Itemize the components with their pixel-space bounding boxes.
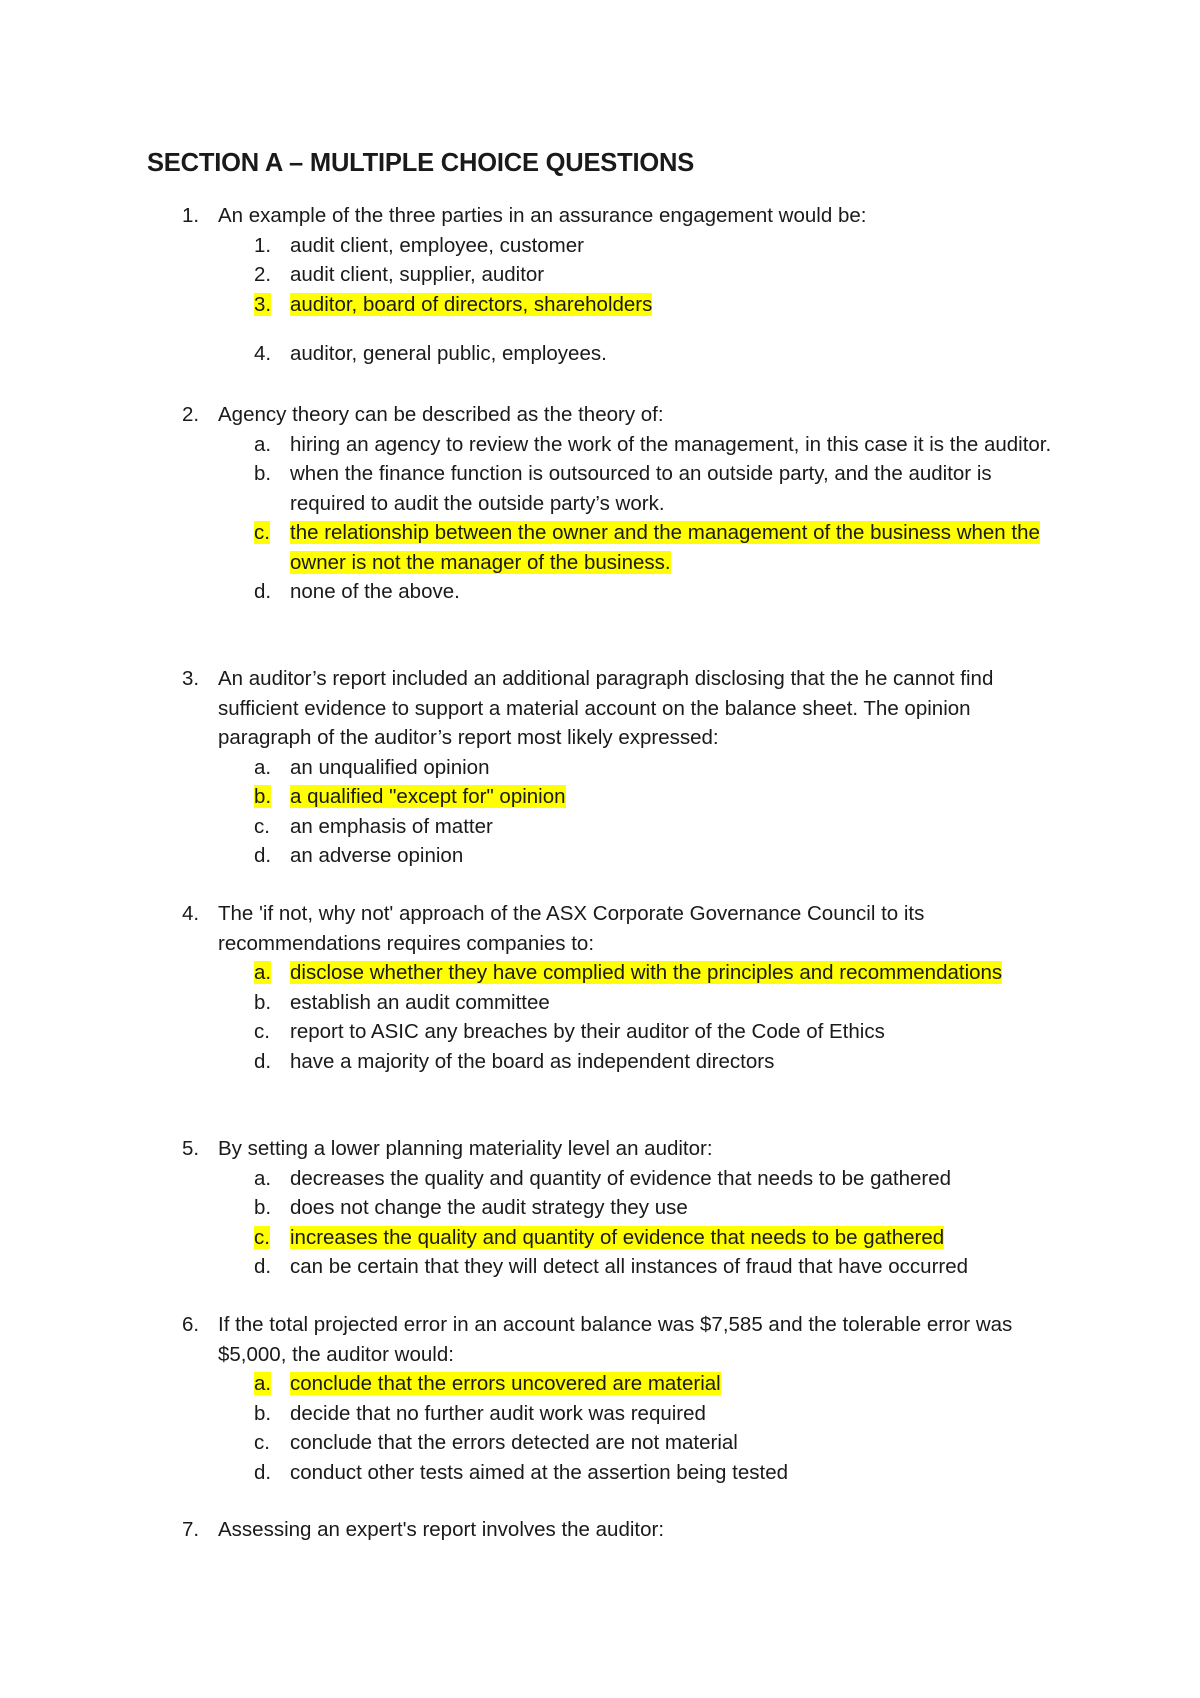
option-marker: a. [254, 1372, 272, 1395]
option-marker: d. [254, 580, 272, 603]
question-5 [182, 1134, 1062, 1282]
answer-option-highlighted [254, 290, 1062, 320]
answer-option [254, 841, 1062, 871]
answer-option-highlighted [254, 518, 1062, 577]
answer-option [254, 1458, 1062, 1488]
option-text: have a majority of the board as independent directors [290, 1049, 775, 1073]
question-6 [182, 1310, 1062, 1487]
answer-option [254, 231, 1062, 261]
option-text: an unqualified opinion [290, 755, 490, 779]
option-text: increases the quality and quantity of evidence that needs to be gathered [290, 1225, 945, 1249]
question-1 [182, 201, 1062, 369]
option-text: conclude that the errors detected are not material [290, 1431, 738, 1454]
answer-options [182, 958, 1062, 1076]
question-3 [182, 664, 1062, 871]
question-number: 4. [182, 902, 200, 925]
answer-option [254, 1428, 1062, 1458]
question-text: An example of the three parties in an assurance engagement would be: [218, 204, 867, 227]
option-marker: b. [254, 990, 272, 1014]
option-marker: b. [254, 462, 272, 485]
answer-option-highlighted [254, 1223, 1062, 1253]
question-text: The 'if not, why not' approach of the ASX Corporate Governance Council to its recommendations requires companies to: [218, 902, 925, 955]
option-marker: b. [254, 1401, 272, 1425]
option-text: a qualified "except for" opinion [290, 785, 566, 808]
option-text: decreases the quality and quantity of evidence that needs to be gathered [290, 1166, 952, 1190]
question-2 [182, 400, 1062, 607]
answer-options [182, 1369, 1062, 1487]
option-marker: a. [254, 961, 272, 984]
answer-options [182, 430, 1062, 607]
option-text: can be certain that they will detect all instances of fraud that have occurred [290, 1255, 969, 1278]
answer-option [254, 812, 1062, 842]
option-text: report to ASIC any breaches by their auditor of the Code of Ethics [290, 1020, 885, 1043]
question-text: By setting a lower planning materiality level an auditor: [218, 1137, 713, 1160]
answer-options [182, 1164, 1062, 1282]
option-marker: 4. [254, 342, 272, 365]
answer-option [254, 577, 1062, 607]
option-text: the relationship between the owner and the management of the business when the owner is not the manager of the business. [290, 521, 1040, 574]
option-text: an emphasis of matter [290, 814, 493, 838]
question-stem [182, 664, 1062, 753]
option-text: does not change the audit strategy they use [290, 1196, 688, 1219]
option-text: disclose whether they have complied with the principles and recommendations [290, 961, 1003, 984]
option-text: auditor, board of directors, shareholders [290, 292, 653, 316]
question-number: 5. [182, 1137, 200, 1160]
question-7 [182, 1515, 1062, 1545]
option-text: establish an audit committee [290, 990, 550, 1014]
question-text: Assessing an expert's report involves the auditor: [218, 1518, 665, 1541]
question-stem [182, 1134, 1062, 1164]
option-marker: a. [254, 432, 272, 456]
answer-option-highlighted [254, 958, 1062, 988]
answer-option-highlighted [254, 1369, 1062, 1399]
answer-option [254, 1193, 1062, 1223]
question-text: Agency theory can be described as the theory of: [218, 403, 664, 426]
option-text: audit client, employee, customer [290, 233, 584, 257]
option-text: when the finance function is outsourced to an outside party, and the auditor is required to audit the outside party’s work. [290, 462, 992, 515]
answer-option [254, 1017, 1062, 1047]
option-marker: d. [254, 1460, 272, 1484]
option-marker: c. [254, 814, 270, 838]
option-text: conduct other tests aimed at the assertion being tested [290, 1460, 788, 1484]
answer-option [254, 1047, 1062, 1077]
option-text: audit client, supplier, auditor [290, 263, 545, 286]
option-marker: a. [254, 1166, 272, 1190]
question-stem [182, 899, 1062, 958]
answer-option [254, 1164, 1062, 1194]
option-marker: b. [254, 785, 272, 808]
answer-option [254, 753, 1062, 783]
question-number: 3. [182, 667, 200, 690]
option-marker: c. [254, 1431, 270, 1454]
answer-option-highlighted [254, 782, 1062, 812]
question-text: An auditor’s report included an additional paragraph disclosing that the he cannot find sufficient evidence to support a material account on the balance sheet. The opinion paragraph of the auditor’s report most likely expressed: [218, 667, 994, 749]
option-text: none of the above. [290, 580, 460, 603]
question-stem [182, 201, 1062, 231]
question-number: 7. [182, 1518, 200, 1541]
question-stem [182, 1515, 1062, 1545]
question-number: 2. [182, 403, 200, 426]
option-text: an adverse opinion [290, 844, 464, 867]
option-marker: 3. [254, 292, 272, 316]
question-stem [182, 1310, 1062, 1369]
answer-option [254, 459, 1062, 518]
option-marker: d. [254, 844, 272, 867]
option-text: hiring an agency to review the work of the management, in this case it is the auditor. [290, 432, 1052, 456]
option-marker: a. [254, 755, 272, 779]
option-marker: d. [254, 1255, 272, 1278]
option-text: decide that no further audit work was required [290, 1401, 706, 1425]
option-marker: d. [254, 1049, 272, 1073]
option-marker: c. [254, 1020, 270, 1043]
option-marker: 1. [254, 233, 272, 257]
answer-option [254, 1399, 1062, 1429]
question-4 [182, 899, 1062, 1076]
question-number: 1. [182, 204, 200, 227]
option-marker: c. [254, 1225, 270, 1249]
option-marker: b. [254, 1196, 272, 1219]
answer-option [254, 260, 1062, 290]
option-text: auditor, general public, employees. [290, 342, 607, 365]
answer-options [182, 753, 1062, 871]
option-text: conclude that the errors uncovered are material [290, 1372, 721, 1395]
section-title: SECTION A – MULTIPLE CHOICE QUESTIONS [147, 149, 695, 177]
answer-option [254, 988, 1062, 1018]
answer-option [254, 430, 1062, 460]
answer-option [254, 1252, 1062, 1282]
option-marker: 2. [254, 263, 272, 286]
answer-options [182, 231, 1062, 369]
answer-option [254, 339, 1062, 369]
question-number: 6. [182, 1313, 200, 1336]
question-text: If the total projected error in an account balance was $7,585 and the tolerable error was $5,000, the auditor would: [218, 1313, 1013, 1366]
question-stem [182, 400, 1062, 430]
option-marker: c. [254, 521, 270, 544]
